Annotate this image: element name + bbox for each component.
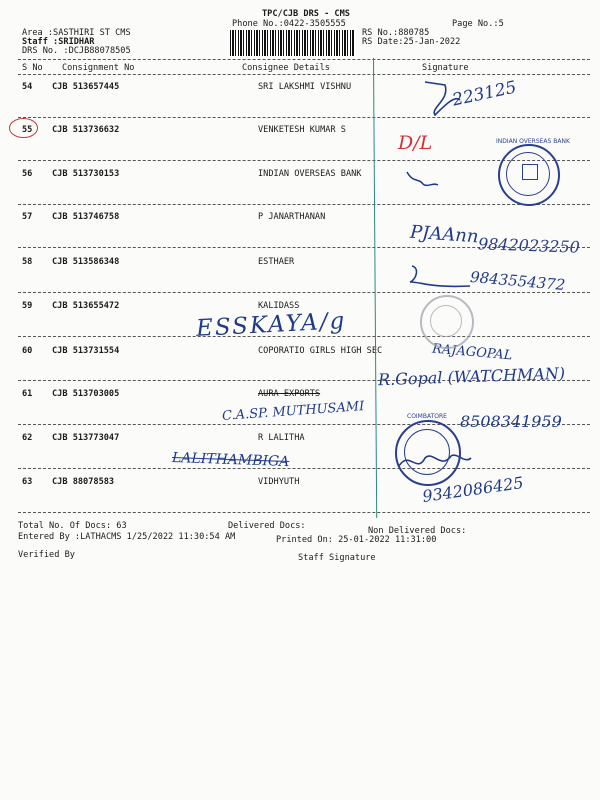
row-sno: 59 [22, 301, 33, 311]
rs-date: RS Date:25-Jan-2022 [362, 37, 461, 47]
row-consignment: CJB 513773047 [52, 433, 120, 443]
printed-on: Printed On: 25-01-2022 11:31:00 [276, 535, 437, 545]
handwritten-note: 9843554372 [469, 267, 567, 295]
rs-number: RS No.:880785 [362, 28, 430, 38]
row-consignee: VIDHYUTH [258, 477, 300, 487]
entered-by: Entered By :LATHACMS 1/25/2022 11:30:54 AM [18, 532, 236, 542]
verified-by: Verified By [18, 550, 75, 560]
row-consignee: VENKETESH KUMAR S [258, 125, 346, 135]
page-number: Page No.:5 [452, 19, 504, 29]
row-consignment: CJB 513586348 [52, 257, 120, 267]
row-sno: 62 [22, 433, 33, 443]
handwritten-note: 9842023250 [477, 234, 581, 257]
handwritten-note: R.Gopal (WATCHMAN) [377, 363, 566, 390]
row-consignment: CJB 513730153 [52, 169, 120, 179]
row-sno: 58 [22, 257, 33, 267]
circle-mark [9, 118, 38, 138]
row-consignee: P JANARTHANAN [258, 212, 326, 222]
col-signature: Signature [422, 63, 469, 73]
handwritten-note: ESSKAYA/g [195, 308, 347, 342]
row-sno: 57 [22, 212, 33, 222]
delivered-docs: Delivered Docs: [228, 521, 306, 531]
staff-label: Staff :SRIDHAR [22, 37, 95, 47]
row-consignment: CJB 513703005 [52, 389, 120, 399]
col-consignment: Consignment No [62, 63, 135, 73]
row-sno: 55 [22, 125, 33, 135]
row-consignee: COPORATIO GIRLS HIGH SEC [258, 346, 383, 356]
row-sno: 63 [22, 477, 33, 487]
row-consignee: INDIAN OVERSEAS BANK [258, 169, 362, 179]
non-delivered-docs: Non Delivered Docs: [368, 526, 467, 536]
faded-stamp [420, 295, 474, 349]
area-label: Area :SASTHIRI ST CMS [22, 28, 131, 38]
handwritten-note: RAJAGOPAL [431, 341, 513, 364]
stamp-text: INDIAN OVERSEAS BANK [496, 138, 570, 145]
drs-number: DRS No. :DCJB88078505 [22, 46, 131, 56]
row-consignment: CJB 513746758 [52, 212, 120, 222]
row-sno: 56 [22, 169, 33, 179]
signature-scribble [405, 168, 440, 190]
signature-divider [373, 58, 377, 518]
handwritten-note: 223125 [450, 77, 519, 111]
col-consignee: Consignee Details [242, 63, 330, 73]
row-consignment: CJB 513657445 [52, 82, 120, 92]
signature-scribble [420, 80, 465, 118]
handwritten-note: D/L [398, 132, 433, 154]
row-consignee: R LALITHA [258, 433, 305, 443]
col-sno: S No [22, 63, 43, 73]
phone-number: Phone No.:0422-3505555 [232, 19, 346, 29]
handwritten-note: C.A.SP. MUTHUSAMI [221, 399, 365, 424]
row-consignee: KALIDASS [258, 301, 300, 311]
row-sno: 60 [22, 346, 33, 356]
row-sno: 61 [22, 389, 33, 399]
row-consignee: ESTHAER [258, 257, 295, 267]
handwritten-note: PJAAnn [409, 221, 480, 248]
row-consignee: SRI LAKSHMI VISHNU [258, 82, 352, 92]
row-consignment: CJB 513736632 [52, 125, 120, 135]
handwritten-note: LALITHAMBIGA [171, 449, 290, 471]
handwritten-note: 8508341959 [460, 412, 562, 431]
row-consignment: CJB 513731554 [52, 346, 120, 356]
row-consignee: AURA EXPORTS [258, 389, 321, 399]
report-title: TPC/CJB DRS - CMS [262, 9, 350, 19]
barcode [230, 30, 355, 56]
row-consignment: CJB 513655472 [52, 301, 120, 311]
stamp-text: COIMBATORE [407, 413, 447, 420]
staff-signature: Staff Signature [298, 553, 376, 563]
signature-scribble [400, 262, 475, 296]
row-sno: 54 [22, 82, 33, 92]
seal-stamp [395, 413, 461, 486]
handwritten-note: 9342086425 [421, 473, 525, 506]
total-docs: Total No. Of Docs: 63 [18, 521, 127, 531]
bank-stamp [496, 138, 570, 206]
row-consignment: CJB 88078583 [52, 477, 115, 487]
